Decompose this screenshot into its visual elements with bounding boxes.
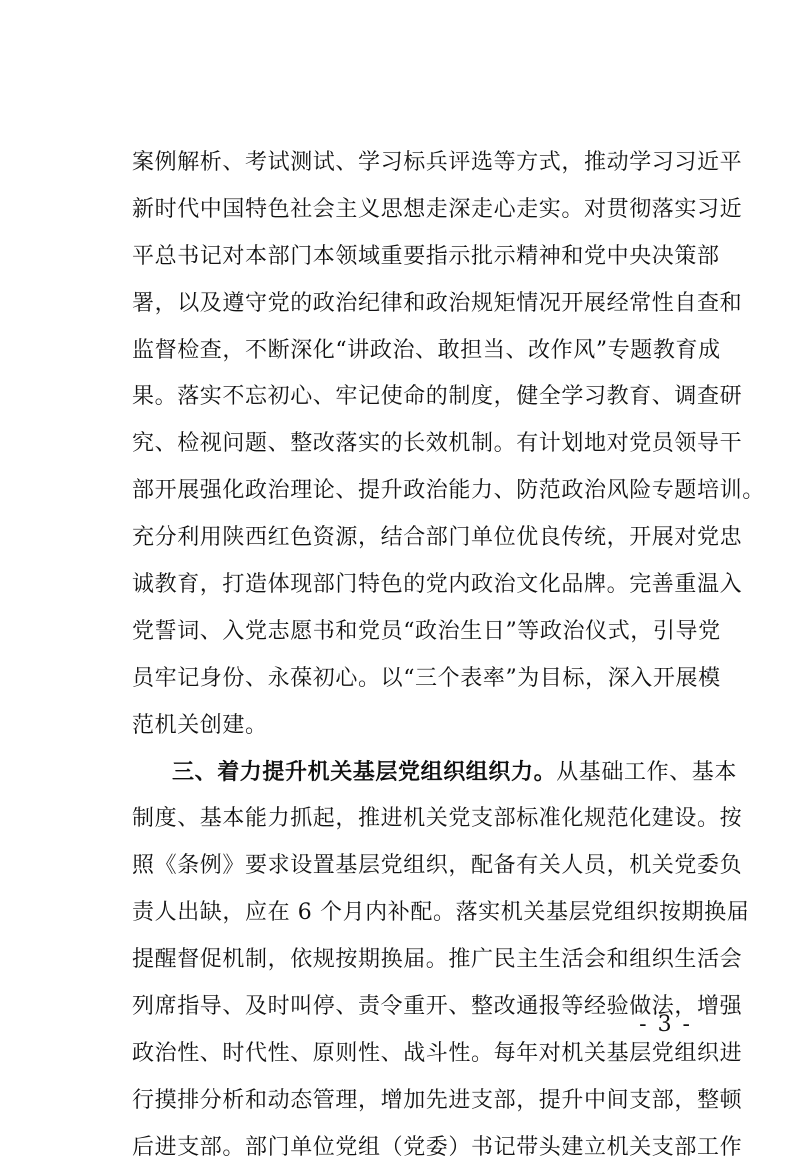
- text-line: 监督检查，不断深化“讲政治、敢担当、改作风”专题教育成: [132, 337, 721, 363]
- text-line: 新时代中国特色社会主义思想走深走心走实。对贯彻落实习近: [132, 196, 743, 222]
- text-line: 党誓词、入党志愿书和党员“政治生日”等政治仪式，引导党: [132, 618, 721, 644]
- text-line: 提醒督促机制，依规按期换届。推广民主生活会和组织生活会: [132, 947, 743, 973]
- text-line: 行摸排分析和动态管理，增加先进支部，提升中间支部，整顿: [132, 1087, 743, 1113]
- text-line: 究、检视问题、整改落实的长效机制。有计划地对党员领导干: [132, 431, 743, 457]
- text-line: 列席指导、及时叫停、责令重开、整改通报等经验做法，增强: [132, 994, 743, 1020]
- text-line: 果。落实不忘初心、牢记使命的制度，健全学习教育、调查研: [132, 384, 743, 410]
- section-heading: 三、着力提升机关基层党组织组织力。: [172, 759, 557, 785]
- text-line: 照《条例》要求设置基层党组织，配备有关人员，机关党委负: [132, 853, 743, 879]
- text-line: 部开展强化政治理论、提升政治能力、防范政治风险专题培训。: [132, 478, 765, 504]
- text-line: 署，以及遵守党的政治纪律和政治规矩情况开展经常性自查和: [132, 290, 743, 316]
- text-line: 政治性、时代性、原则性、战斗性。每年对机关基层党组织进: [132, 1040, 743, 1066]
- text-line: 后进支部。部门单位党组（党委）书记带头建立机关支部工作: [132, 1134, 743, 1160]
- section-heading-line: [132, 750, 738, 797]
- text-line: 平总书记对本部门本领域重要指示批示精神和党中央决策部: [132, 243, 720, 269]
- text-line: 充分利用陕西红色资源，结合部门单位优良传统，开展对党忠: [132, 525, 743, 551]
- text-line: 员牢记身份、永葆初心。以“三个表率”为目标，深入开展模: [132, 665, 721, 691]
- text-line: 范机关创建。: [132, 712, 268, 738]
- section-heading-continuation: 从基础工作、基本: [556, 759, 738, 785]
- text-line: 案例解析、考试测试、学习标兵评选等方式，推动学习习近平: [132, 150, 743, 175]
- text-line: 责人出缺，应在 6 个月内补配。落实机关基层党组织按期换届: [132, 900, 750, 926]
- body-text: [132, 140, 765, 1172]
- page-number: - 3 -: [639, 1012, 692, 1037]
- text-line: 诚教育，打造体现部门特色的党内政治文化品牌。完善重温入: [132, 572, 743, 598]
- text-line: 制度、基本能力抓起，推进机关党支部标准化规范化建设。按: [132, 806, 743, 832]
